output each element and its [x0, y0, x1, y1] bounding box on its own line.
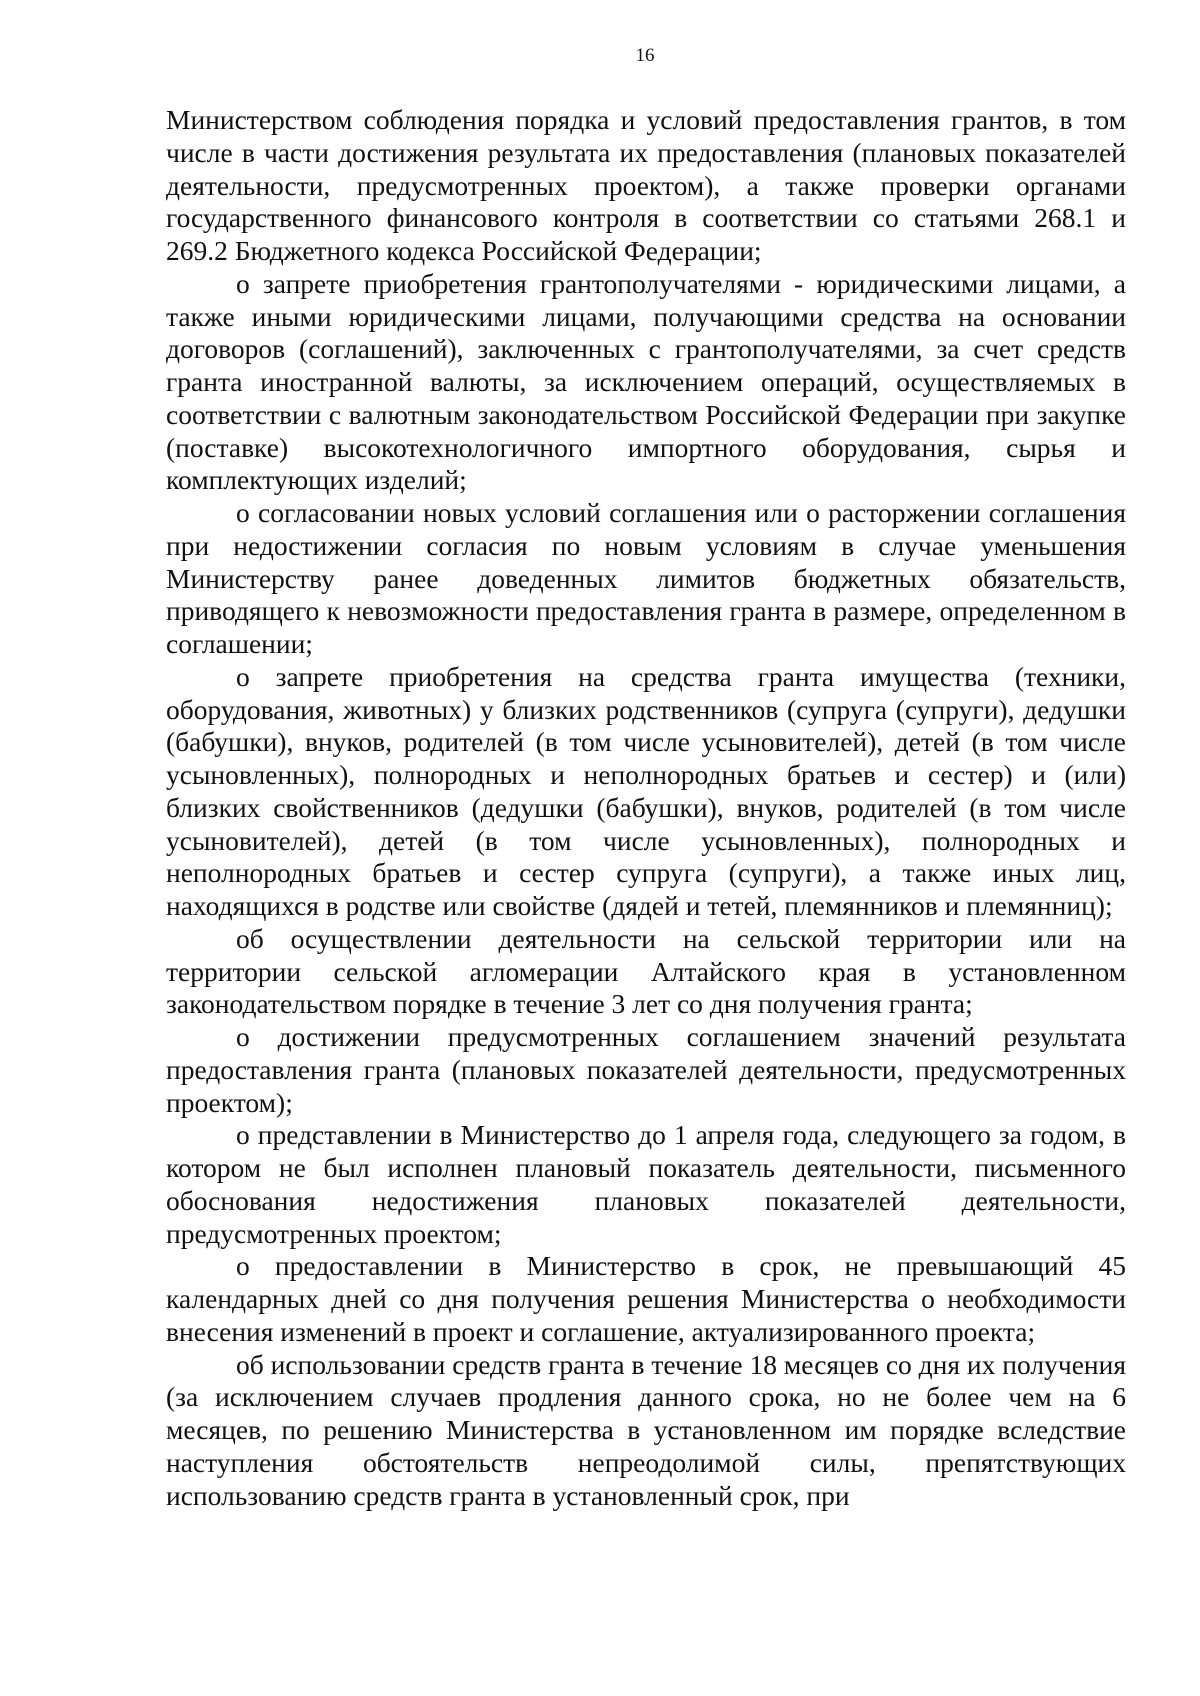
paragraph-written-justification: о представлении в Министерство до 1 апреля года, следующего за годом, в котором не был исполнен плановый показатель деятельности, письменного обоснования недостижения плановых показателей деятельности, предусмотренных проектом; — [166, 1119, 1126, 1249]
paragraph-relatives-purchase-ban: о запрете приобретения на средства гранта имущества (техники, оборудования, животных) у близких родственников (супруга (супруги), дедушки (бабушки), внуков, родителей (в том числе усыновителей), детей (в том числе усыновленных), полнородных и неполнородных братьев и сестер) и (или) близких свойственников (дедушки (бабушки), внуков, родителей (в том числе усыновителей), детей (в том числе усыновленных), полнородных и неполнородных братьев и сестер супруга (супруги), а также иных лиц, находящихся в родстве или свойстве (дядей и тетей, племянников и племянниц); — [166, 660, 1126, 921]
paragraph-updated-project: о предоставлении в Министерство в срок, не превышающий 45 календарных дней со дня получения решения Министерства о необходимости внесения изменений в проект и соглашение, актуализированного проекта; — [166, 1250, 1126, 1347]
document-body — [166, 104, 1126, 1512]
paragraph-continuation: Министерством соблюдения порядка и условий предоставления грантов, в том числе в части достижения результата их предоставления (плановых показателей деятельности, предусмотренных проектом), а также проверки органами государственного финансового контроля в соответствии со статьями 268.1 и 269.2 Бюджетного кодекса Российской Федерации; — [166, 104, 1126, 266]
paragraph-rural-activity: об осуществлении деятельности на сельской территории или на территории сельской агломерации Алтайского края в установленном законодательством порядке в течение 3 лет со дня получения гранта; — [166, 922, 1126, 1020]
paragraph-grant-usage-term: об использовании средств гранта в течение 18 месяцев со дня их получения (за исключением случаев продления данного срока, но не более чем на 6 месяцев, по решению Министерства в установленном им порядке вследствие наступления обстоятельств непреодолимой силы, препятствующих использованию средств гранта в установленный срок, при — [166, 1348, 1126, 1511]
page-number: 16 — [635, 45, 655, 66]
paragraph-new-terms-agreement: о согласовании новых условий соглашения или о расторжении соглашения при недостижении согласия по новым условиям в случае уменьшения Министерству ранее доведенных лимитов бюджетных обязательств, приводящего к невозможности предоставления гранта в размере, определенном в соглашении; — [166, 497, 1126, 659]
paragraph-foreign-currency-ban: о запрете приобретения грантополучателями - юридическими лицами, а также иными юридическими лицами, получающими средства на основании договоров (соглашений), заключенных с грантополучателями, за счет средств гранта иностранной валюты, за исключением операций, осуществляемых в соответствии с валютным законодательством Российской Федерации при закупке (поставке) высокотехнологичного импортного оборудования, сырья и комплектующих изделий; — [166, 267, 1126, 496]
paragraph-result-achievement: о достижении предусмотренных соглашением значений результата предоставления гранта (плановых показателей деятельности, предусмотренных проектом); — [166, 1021, 1126, 1118]
